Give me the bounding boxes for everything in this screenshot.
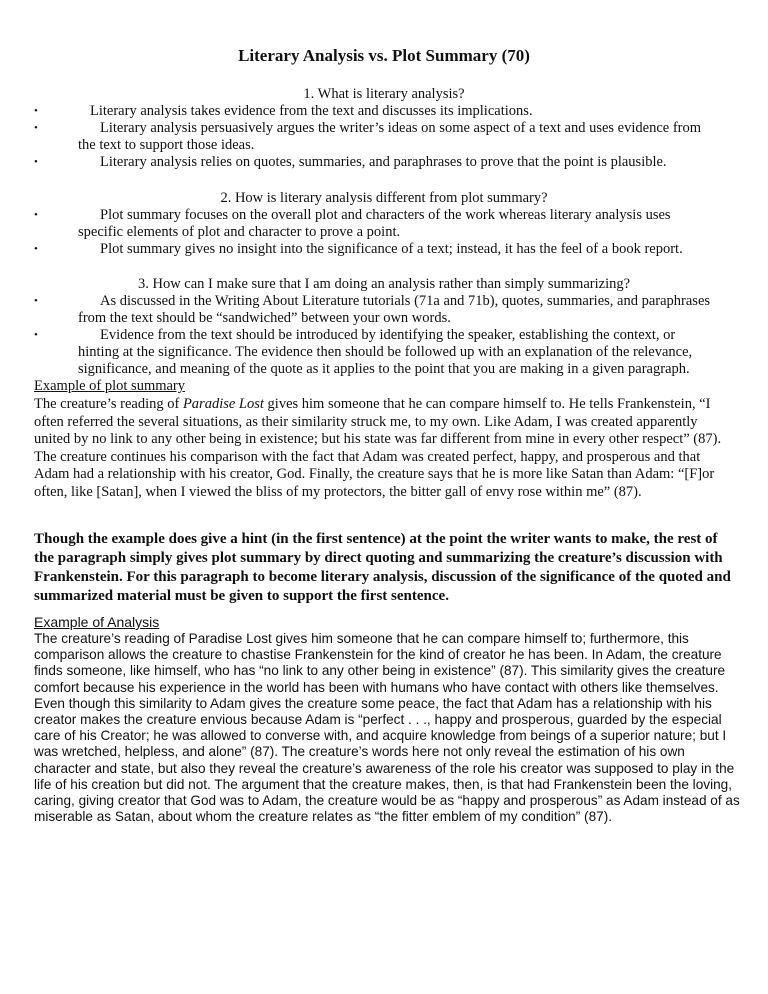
plot-example-lead: The creature’s reading of: [34, 396, 183, 412]
section-3-bullet-1: [34, 293, 718, 327]
bullet-icon: •: [34, 243, 38, 255]
plot-example-paragraph: [34, 396, 734, 501]
plot-example-body: gives him someone that he can compare himself to. He tells Frankenstein, “I often referred the several situations, as their similarity struck me, to my own. Like Adam, I was created apparently united by no link to any other being in existence; but his state was far different from mine in every other respect” (87). The creature continues his comparison with the fact that Adam was created perfect, happy, and prosperous and that Adam had a relationship with his creator, God. Finally, the creature says that he is more like Satan than Adam: “[F]or often, like [Satan], when I viewed the bliss of my protectors, the bitter gall of envy rose within me” (87).: [34, 396, 722, 500]
bullet-text: Plot summary focuses on the overall plot and characters of the work whereas literary analysis uses specific elements of plot and character to prove a point.: [78, 207, 671, 240]
bullet-icon: •: [34, 329, 38, 341]
analysis-example-paragraph: The creature’s reading of Paradise Lost gives him someone that he can compare himself to; furthermore, this comparison allows the creature to chastise Frankenstein for the kind of creator he has been. In Adam, the creature finds someone, like himself, who has “no link to any other being in existence” (87). This similarity gives the creature comfort because his experience in the world has been with humans who have contact with others like themselves. Even though this similarity to Adam gives the creature some peace, the fact that Adam has a relationship with his creator makes the creature envious because Adam is “perfect . . ., happy and prosperous, guarded by the especial care of his Creator; he was allowed to converse with, and acquire knowledge from beings of a superior nature; but I was wretched, helpless, and alone” (87). The creature’s words here not only reveal the estimation of his own character and state, but also they reveal the creature’s awareness of the role his creator was supposed to play in the life of his creation but did not. The argument that the creature makes, then, is that had Frankenstein been the loving, caring, giving creator that God was to Adam, the creature would be as “happy and prosperous” as Adam instead of as miserable as Satan, about whom the creature relates as “the fitter emblem of my condition” (87).: [34, 631, 740, 825]
bullet-text: Plot summary gives no insight into the significance of a text; instead, it has the feel of a book report.: [100, 241, 683, 257]
bullet-icon: •: [34, 122, 38, 134]
commentary-paragraph: Though the example does give a hint (in the first sentence) at the point the writer wants to make, the rest of the paragraph simply gives plot summary by direct quoting and summarizing the creature’s discussion with Frankenstein. For this paragraph to become literary analysis, discussion of the significance of the quoted and summarized material must be given to support the first sentence.: [34, 531, 731, 604]
analysis-example-label: Example of Analysis: [34, 614, 160, 630]
bullet-text: Literary analysis takes evidence from the text and discusses its implications.: [90, 103, 533, 119]
bullet-text: Evidence from the text should be introduced by identifying the speaker, establishing the context, or hinting at the significance. The evidence then should be followed up with an explanation of the relevance, significance, and meaning of the quote as it applies to the point that you are making in a given paragraph.: [78, 327, 693, 377]
bullet-icon: •: [34, 209, 38, 221]
bullet-text: Literary analysis relies on quotes, summaries, and paraphrases to prove that the point is plausible.: [100, 154, 667, 170]
bullet-text: Literary analysis persuasively argues the writer’s ideas on some aspect of a text and uses evidence from the text to support those ideas.: [78, 120, 702, 153]
section-1-heading: 1. What is literary analysis?: [303, 86, 465, 102]
section-2-heading: 2. How is literary analysis different from plot summary?: [220, 190, 548, 206]
section-1-bullet-3: [34, 154, 718, 171]
page-title: Literary Analysis vs. Plot Summary (70): [238, 46, 530, 65]
section-2-bullet-2: [34, 241, 718, 258]
bullet-icon: •: [34, 295, 38, 307]
bullet-icon: •: [34, 156, 38, 168]
section-1-bullet-2: [34, 120, 718, 154]
plot-example-book-title: Paradise Lost: [182, 396, 264, 412]
section-3-bullet-2: [34, 327, 718, 378]
bullet-icon: •: [34, 105, 38, 117]
section-2-bullet-1: [34, 207, 718, 241]
section-3-heading: 3. How can I make sure that I am doing an analysis rather than simply summarizing?: [137, 276, 631, 292]
bullet-text: As discussed in the Writing About Literature tutorials (71a and 71b), quotes, summaries, and paraphrases from the text should be “sandwiched” between your own words.: [78, 293, 711, 326]
section-1-bullet-1: [34, 103, 718, 120]
plot-example-label: Example of plot summary: [34, 378, 186, 394]
